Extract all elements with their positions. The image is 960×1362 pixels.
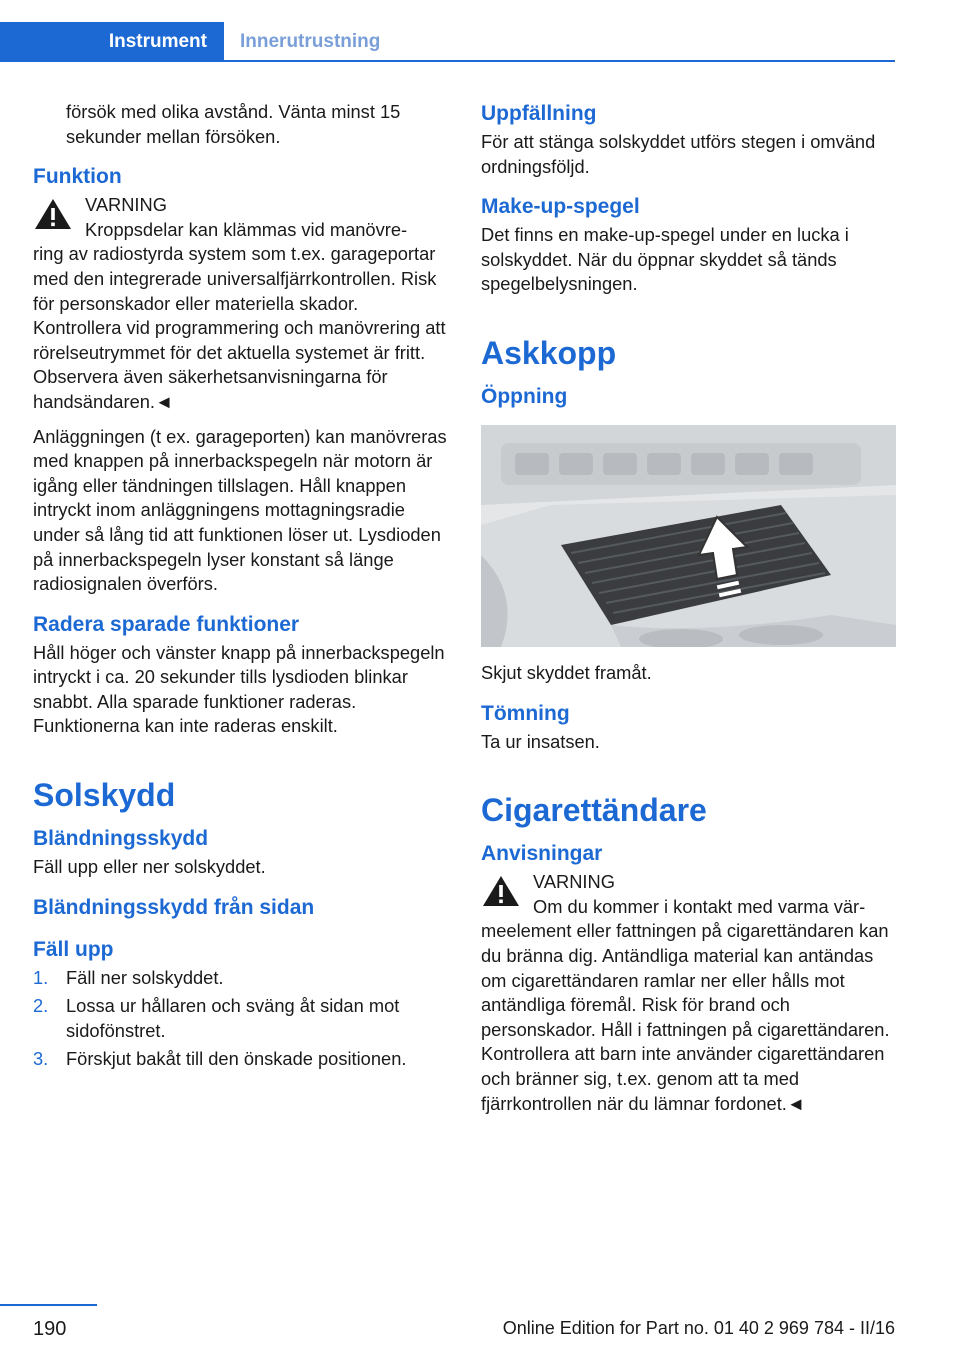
heading-tomning: Tömning (481, 701, 570, 725)
list-item: 3. Förskjut bakåt till den önskade positionen. (33, 1048, 407, 1070)
heading-oppning: Öppning (481, 384, 568, 408)
warning-first-line: Kroppsdelar kan klämmas vid manövre- (85, 218, 408, 240)
heading-uppfallning: Uppfällning (481, 102, 597, 125)
funktion-text: Anläggningen (t ex. garageporten) kan manövreras med knappen på innerbackspegeln när motorn är igång eller tändningen tillslagen. Håll knappen intryckt inom anläggningens mottagningsradie under så lång tid att funktionen löser ut. Lysdioden på innerbackspegeln lyser konstant så länge radiosignalen överförs. (33, 425, 447, 595)
continued-paragraph: försök med olika avstånd. Vänta minst 15 sekunder mellan försöken. (66, 101, 401, 147)
steps-list (33, 966, 448, 1072)
tab-instrument[interactable]: Instrument (0, 22, 224, 62)
heading-radera: Radera sparade funktioner (33, 612, 300, 636)
heading-blandningsskydd: Bländningsskydd (33, 827, 209, 851)
left-column (33, 100, 448, 1076)
warning-block-1 (33, 193, 448, 414)
heading-blandningsskydd-sidan: Bländningsskydd från sidan (33, 895, 315, 919)
tab-innerutrustning[interactable]: Innerutrustning (240, 31, 381, 52)
heading-solskydd: Solskydd (33, 777, 176, 814)
heading-askkopp: Askkopp (481, 334, 617, 371)
makeup-text: Det finns en make-up-spegel under en lucka i solskyddet. När du öppnar skyddet så tänds spegelbelysningen. (481, 224, 849, 295)
radera-text: Håll höger och vänster knapp på innerbackspegeln intryckt i ca. 20 sekunder tills lysdioden blinkar snabbt. Alla sparade funktioner raderas. Funktionerna kan inte raderas enskilt. (33, 641, 445, 737)
header-rule (224, 60, 895, 62)
heading-funktion: Funktion (33, 165, 122, 189)
heading-cigarettandare: Cigarettändare (481, 792, 707, 829)
tomning-text: Ta ur insatsen. (481, 730, 600, 752)
warning-triangle-icon (481, 874, 521, 908)
right-column (481, 100, 896, 1126)
warning-text: ring av radiostyrda system som t.ex. garageportar med den integrerade universalfjärrkontrollen. Risk för personskador eller materiella skador. Kontrollera vid programmering och manövrering att rörelseutrymmet för det aktuella systemet är fritt. Observera även säkerhetsanvisningarna för handsändaren.◄ (33, 243, 446, 412)
footer-rule (0, 1304, 97, 1306)
ashtray-illustration (481, 425, 896, 647)
warning-first-line: Om du kommer i kontakt med varma vär- (533, 895, 866, 917)
heading-makeup-spegel: Make-up-spegel (481, 195, 640, 219)
heading-fall-upp: Fäll upp (33, 937, 114, 961)
list-item: 1. Fäll ner solskyddet. (33, 966, 224, 988)
warning-text: meelement eller fattningen på cigarettändaren kan du bränna dig. Antändliga material kan antändas om cigarettändaren ramlar ner eller hålls mot antändliga föremål. Risk för brand och personskador. Håll i fattningen på cigarettändaren. Kontrollera att barn inte använder cigarettändaren och bränner sig, t.ex. genom att ta med fjärrkontrollen när du lämnar fordonet.◄ (481, 920, 890, 1114)
list-item: 2. Lossa ur hållaren och sväng åt sidan mot sidofönstret. (33, 995, 400, 1041)
warning-triangle-icon (33, 197, 73, 231)
uppfallning-text: För att stänga solskyddet utförs stegen i omvänd ordningsföljd. (481, 131, 876, 177)
warning-label: VARNING (533, 871, 615, 893)
edition-note: Online Edition for Part no. 01 40 2 969 784 - II/16 (502, 1318, 895, 1338)
oppning-caption: Skjut skyddet framåt. (481, 661, 652, 683)
blandningsskydd-text: Fäll upp eller ner solskyddet. (33, 856, 266, 878)
header-tabs (0, 22, 895, 62)
heading-anvisningar: Anvisningar (481, 842, 603, 866)
page-number: 190 (33, 1318, 67, 1340)
warning-block-2 (481, 870, 896, 1116)
warning-label: VARNING (85, 194, 167, 216)
